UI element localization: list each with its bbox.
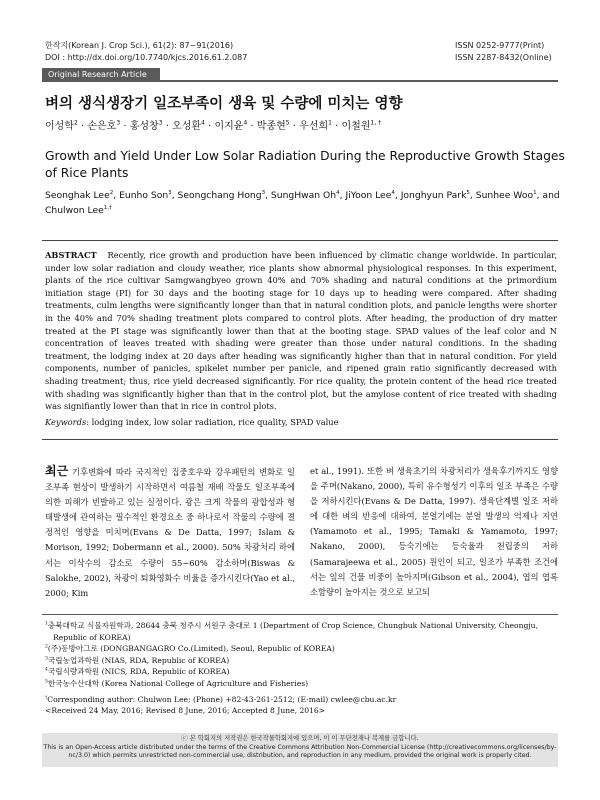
keywords-text: : lodging index, low solar radiation, rice quality, SPAD value <box>86 417 339 427</box>
article-type-label: Original Research Article <box>42 68 160 81</box>
abstract-text: Recently, rice growth and production have been influenced by climatic change worldwide. In particular, under low solar radiation and cloudy weather, rice plants show abnormal physiological responses. In this experiment, plants of the rice cultivar Samgwangbyeo grown 40% and 70% shading and natural conditions at the primordium initiation stage (PI) for 30 days and the booting stage for 10 days up to heading were compared. After shading treatments, culm lengths were significantly longer than that in natural condition plots, and panicle lengths were shorter in the 40% and 70% shading treatment plots compared to control plots. After heading, the production of dry matter treated at the PI stage was significantly lower than that at the booting stage. SPAD values of the leaf color and N concentration of leaves treated with shading were greater than those under natural conditions. In the shading treatment, the lodging index at 20 days after heading was significantly higher than that in natural condition. For yield components, number of panicles, spikelet number per panicle, and ripened grain ratio significantly decreased with shading treatment; thus, rice yield decreased significantly. For rice quality, the protein content of the head rice treated with shading was significantly higher than that in the control plot, but the amylose content of rice treated with shading was signifiantly lower than that in rice in control plots. <box>45 250 557 412</box>
abstract-top-rule <box>42 240 558 241</box>
author-ko: 오성환$^4$ <box>172 119 205 132</box>
license-box <box>42 733 558 767</box>
author-en: Seongchang Hong$^3$ <box>177 189 266 201</box>
author-ko: 우선희$^1$ <box>299 119 332 132</box>
issn-block <box>455 40 552 64</box>
affiliation-footnote: $^2$(주)동방아그로 (DONGBANGAGRO Co.(Limited), Seoul, Republic of KOREA) <box>45 644 335 654</box>
received-dates: <Received 24 May, 2016; Revised 8 June, 2016; Accepted 8 June, 2016> <box>45 706 326 716</box>
author-en: Chulwon Lee$^{1,\dagger}$ <box>45 204 112 216</box>
authors-korean: 이성학$^2$ · 손은호$^3$ · 홍성창$^3$ · 오성환$^4$ · 이지윤$^4$ · 박종현$^5$ · 우선희$^1$ · 이철원$^{1, \dagger}$ <box>45 119 382 132</box>
issn-print: ISSN 0252-9777(Print) <box>455 41 545 50</box>
doi-line[interactable]: DOI : http://dx.doi.org/10.7740/kjcs.2016.61.2.087 <box>45 53 248 62</box>
author-en: Sunhee Woo$^1$ <box>475 189 537 201</box>
article-type-rule <box>42 80 558 82</box>
author-ko: 홍성창$^3$ <box>129 119 163 132</box>
affiliation-footnote: $^4$국립식량과학원 (NICS, RDA, Republic of KOREA) <box>45 667 230 677</box>
abstract <box>45 249 557 413</box>
author-en: JiYoon Lee$^4$ <box>345 189 395 201</box>
journal-header <box>45 40 247 64</box>
body-column-right: et al., 1991). 또한 벼 생육초기의 차광처리가 생육후기까지도 영향을 주며(Nakano, 2000), 특히 유수형성기 이후의 일조 부족은 수량을 저하시킨다(Evans & De Datta, 1997). 생육단계별 일조 저하에 대한 벼의 반응에 대하여, 분얼기에는 분얼 발생의 억제나 지연(Yamamoto et al., 1995; Tamaki & Yamamoto, 1997; Nakano, 2000), 등숙기에는 등숙율과 천립중의 저하(Samarajeewa et al., 2005) 원인이 되고, 일조가 부족한 조건에서는 잎의 건물 비중이 높아지며(Gibson et al., 2004), 엽의 엽록소함량이 높아지는 것으로 보고되 <box>310 466 558 597</box>
title-korean: 벼의 생식생장기 일조부족이 생육 및 수량에 미치는 영향 <box>45 96 403 112</box>
footnotes <box>45 620 560 717</box>
authors-english: Seonghak Lee$^2$, Eunho Son$^3$, Seongchang Hong$^3$, SungHwan Oh$^4$, JiYoon Lee$^4$, Jonghyun Park$^5$, Sunhee Woo$^1$, and Chulwon Lee$^{1,\dagger}$ <box>45 189 560 216</box>
body-text-left: 기후변화에 따라 국지적인 집중호우와 강우패턴의 변화로 일조부족 현상이 발생하기 시작하면서 여름철 재배 작물도 일조부족에 의한 피해가 빈발하고 있는 실정이다. 광은 크게 작물의 광합성과 형태발생에 관여하는 필수적인 환경요소 중 하나로서 작물의 수량에 결정적인 영향을 미치며(Evans & De Datta, 1997; Islam & Morison, 1992; Dobermann et al., 2000). 50% 차광처리 하에서는 이삭수의 감소로 수량이 55~60% 감소하며(Biswas & Salokhe, 2002), 차광이 퇴화영화수 비율을 증가시킨다(Yao et al., 2000; Kim <box>45 467 295 598</box>
corresponding-author: †Corresponding author: Chulwon Lee; (Phone) +82-43-261-2512; (E-mail) cwlee@cbu.ac.kr <box>45 694 397 704</box>
drop-word: 최근 <box>45 464 69 478</box>
abstract-label: ABSTRACT <box>45 250 97 260</box>
issn-online: ISSN 2287-8432(Online) <box>455 53 552 62</box>
footnote-rule <box>42 614 558 615</box>
author-ko: 이철원$^{1, \dagger}$ <box>341 119 382 132</box>
affiliation-footnote: $^3$국립농업과학원 (NIAS, RDA, Republic of KOREA) <box>45 655 230 665</box>
author-en: Jonghyun Park$^5$ <box>400 189 470 201</box>
title-english: Growth and Yield Under Low Solar Radiation During the Reproductive Growth Stages of Rice Plants <box>45 149 565 180</box>
author-en: Eunho Son$^3$ <box>119 189 172 201</box>
body-column-left <box>45 464 295 601</box>
license-text: This is an Open-Access article distributed under the terms of the Creative Commons Attribution Non-Commercial License (http://creativecommons.org/licenses/by-nc/3.0) which permits unrestricted non-commercial use, distribution, and reproduction in any medium, provided the original work is properly cited. <box>43 743 557 759</box>
author-ko: 박종현$^5$ <box>256 119 290 132</box>
author-ko: 손은호$^3$ <box>87 119 121 132</box>
copyright-line: ⓒ 본 학회지의 저작권은 한국작물학회지에 있으며, 이 이 무단전재나 복제를 금합니다. <box>181 735 419 742</box>
keywords-label: Keywords <box>45 417 87 427</box>
author-ko: 이성학$^2$ <box>45 119 78 132</box>
keywords <box>45 416 557 428</box>
author-ko: 이지윤$^4$ <box>214 119 248 132</box>
author-en: Seonghak Lee$^2$ <box>45 189 114 201</box>
affiliation-footnote: $^5$한국농수산대학 (Korea National College of Agriculture and Fisheries) <box>45 678 309 688</box>
author-en: SungHwan Oh$^4$ <box>270 189 340 201</box>
journal-citation: 한작지(Korean J. Crop Sci.), 61(2): 87~91(2016) <box>45 41 234 50</box>
abstract-bottom-rule <box>42 439 558 440</box>
affiliation-footnote: $^1$충북대학교 식물자원학과, 28644 충북 청주시 서원구 충대로 1 (Department of Crop Science, Chungbuk National University, Cheongju, Republic of KOREA) <box>45 621 538 642</box>
